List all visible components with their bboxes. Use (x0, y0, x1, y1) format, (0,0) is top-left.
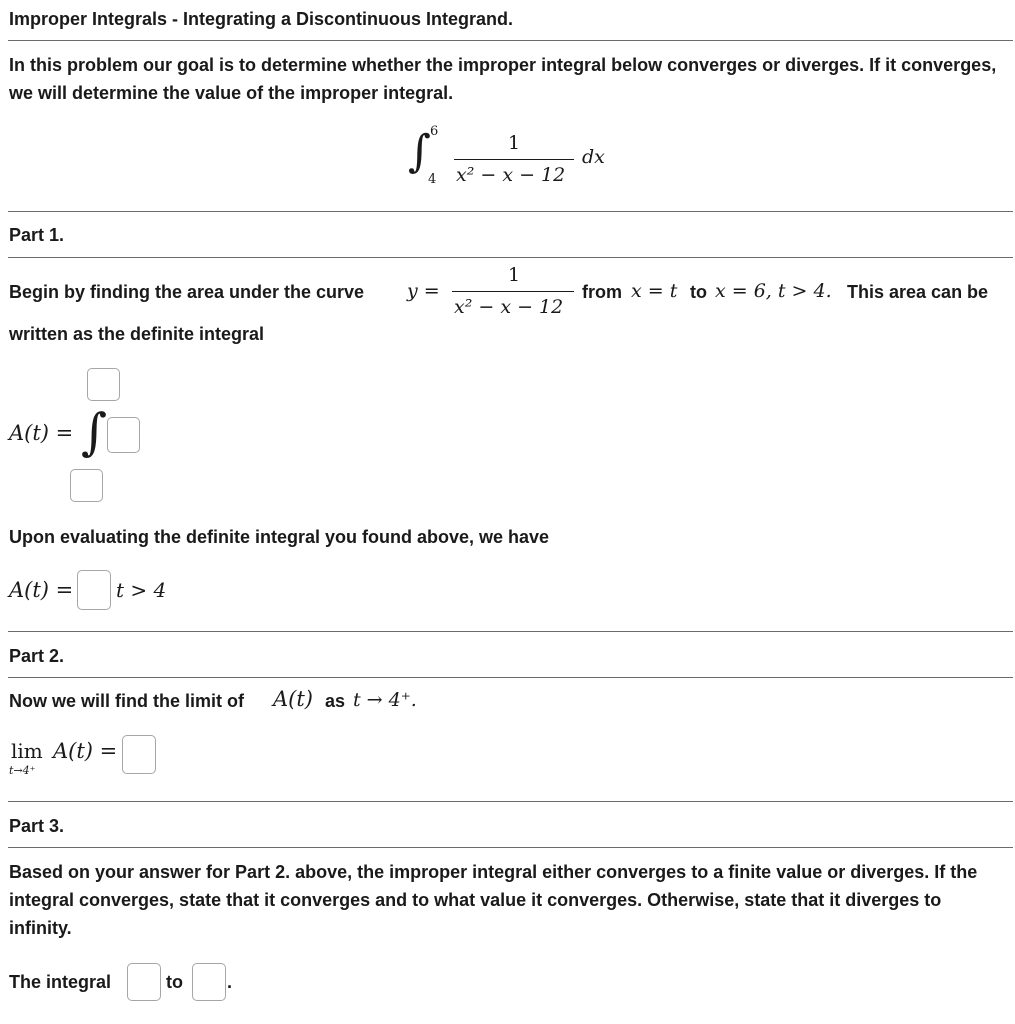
part1-text-end: This area can be (847, 282, 989, 302)
part3-heading: Part 3. (9, 816, 65, 836)
fraction-bar (452, 291, 574, 292)
part2-statement (9, 685, 709, 719)
lim-operator: lim (11, 739, 43, 763)
part2-heading: Part 2. (9, 646, 65, 666)
divider (8, 631, 1013, 632)
definite-integral-input (9, 365, 209, 505)
at-expression-input[interactable] (77, 570, 111, 610)
at-result-row (9, 568, 209, 612)
integral-sign: ∫ (408, 126, 431, 177)
page-title: Improper Integrals - Integrating a Discontinuous Integrand. (9, 9, 514, 29)
integral-sign: ∫ (81, 403, 108, 461)
divider (8, 40, 1013, 41)
curve-numerator: 1 (508, 264, 521, 286)
limit-row (9, 733, 209, 783)
lim-at-label: A(t) = (53, 739, 118, 763)
divider (8, 211, 1013, 212)
upper-limit-input[interactable] (87, 368, 120, 401)
at-label: A(t) = (9, 578, 74, 602)
y-equals: y = (407, 280, 440, 302)
integral-label: The integral (9, 972, 112, 992)
divider (8, 847, 1013, 848)
integrand-input[interactable] (107, 417, 140, 453)
part1-statement (9, 262, 1009, 322)
part2-text-before: Now we will find the limit of (9, 691, 244, 711)
at-condition: t > 4 (116, 578, 167, 602)
lim-subscript: t→4⁺ (9, 764, 36, 777)
fraction-bar (454, 159, 574, 160)
part1-heading: Part 1. (9, 225, 65, 245)
integral-lower-limit: 4 (428, 172, 437, 187)
divider (8, 677, 1013, 678)
to-label: to (166, 972, 183, 992)
at-label: A(t) = (9, 421, 74, 445)
range-end: x = 6, t > 4. (715, 280, 832, 302)
integrand-numerator: 1 (508, 132, 521, 154)
limit-value-input[interactable] (122, 735, 156, 774)
part1-text-line2: written as the definite integral (9, 324, 265, 344)
range-start: x = t (631, 280, 678, 302)
part2-limit-expr: t → 4⁺. (353, 689, 417, 711)
part1-to: to (690, 282, 707, 302)
integral-display (400, 120, 660, 200)
part3-text: Based on your answer for Part 2. above, the improper integral either converges to a finite value or diverges. If the integral converges, state that it converges and to what value it converges. Otherwise, state that it diverges to infinity. (9, 862, 978, 938)
intro-text: In this problem our goal is to determine whether the improper integral below converges or diverges. If it converges, we will determine the value of the improper integral. (9, 55, 997, 103)
integral-upper-limit: 6 (430, 124, 439, 139)
differential: dx (582, 146, 605, 168)
part1-from: from (582, 282, 622, 302)
value-input[interactable] (192, 963, 226, 1001)
part2-at: A(t) (273, 687, 313, 711)
answer-row (9, 961, 309, 1003)
divider (8, 257, 1013, 258)
part1-text-before: Begin by finding the area under the curve (9, 282, 365, 302)
divider (8, 801, 1013, 802)
lower-limit-input[interactable] (70, 469, 103, 502)
period: . (227, 972, 233, 992)
part2-as: as (325, 691, 346, 711)
converge-diverge-select[interactable] (127, 963, 161, 1001)
integrand-denominator: x² − x − 12 (456, 164, 566, 186)
curve-denominator: x² − x − 12 (454, 296, 564, 318)
evaluate-text: Upon evaluating the definite integral you found above, we have (9, 527, 550, 547)
